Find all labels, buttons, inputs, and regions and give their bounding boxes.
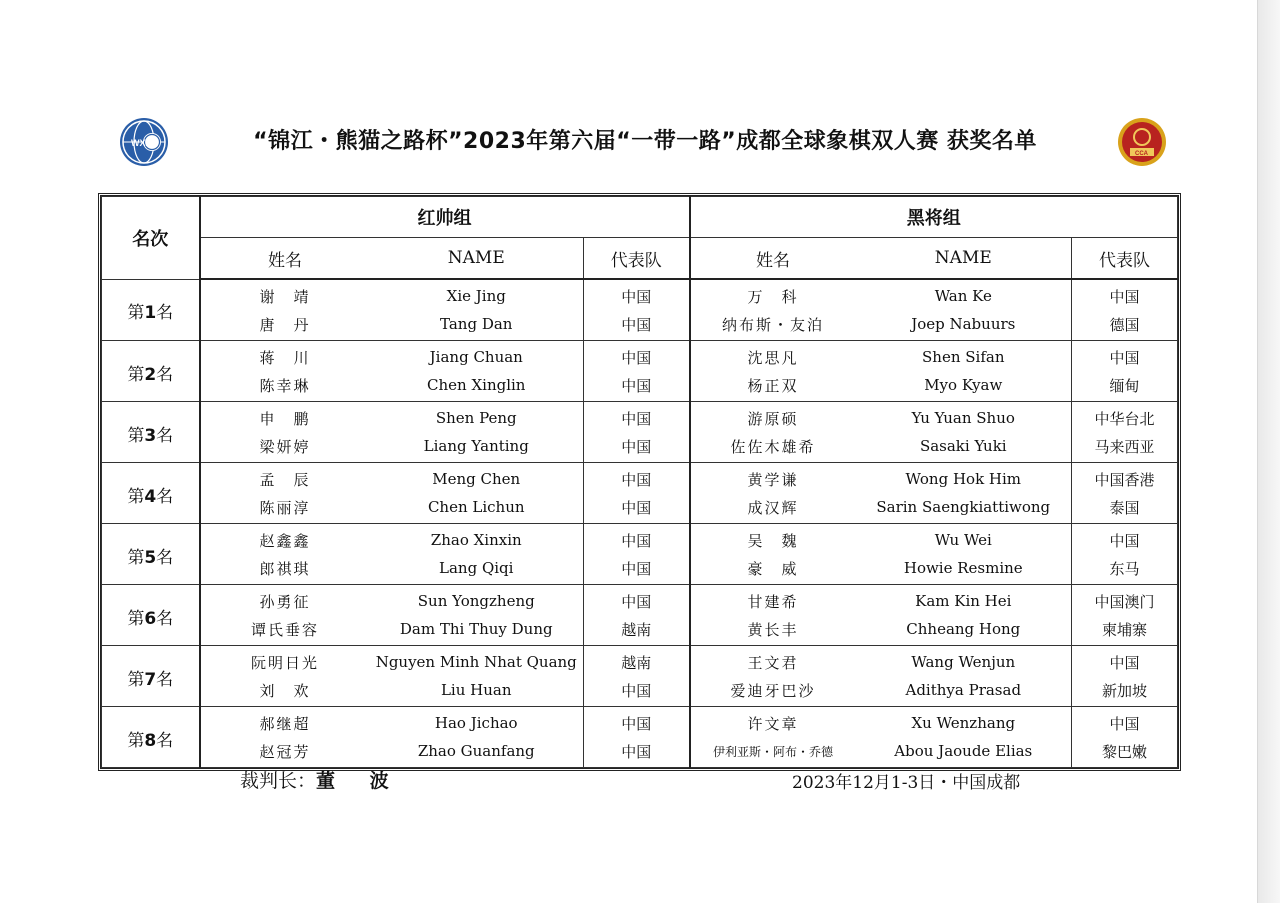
black-team-cell: 中国香港 <box>1072 463 1178 494</box>
table-row <box>102 676 1178 707</box>
black-name-cn-cell: 杨正双 <box>690 371 856 402</box>
black-col-name-en: NAME <box>856 238 1072 280</box>
rank-cell: 第1名 <box>102 279 200 341</box>
red-team-cell: 中国 <box>584 707 690 738</box>
table-row <box>102 615 1178 646</box>
black-name-en-cell: Yu Yuan Shuo <box>856 402 1072 433</box>
black-name-en-cell: Shen Sifan <box>856 341 1072 372</box>
red-team-cell: 中国 <box>584 463 690 494</box>
black-name-cn-cell: 黄长丰 <box>690 615 856 646</box>
red-name-en-cell: Tang Dan <box>370 310 584 341</box>
svg-text:WXF: WXF <box>131 138 151 148</box>
rank-cell: 第4名 <box>102 463 200 524</box>
black-name-cn-cell: 豪 威 <box>690 554 856 585</box>
rank-cell: 第8名 <box>102 707 200 768</box>
date-place: 2023年12月1-3日・中国成都 <box>792 773 1021 793</box>
black-team-cell: 德国 <box>1072 310 1178 341</box>
black-name-cn-cell: 甘建希 <box>690 585 856 616</box>
table-row <box>102 554 1178 585</box>
table-row <box>102 402 1178 433</box>
red-name-cn-cell: 蒋 川 <box>200 341 370 372</box>
red-name-en-cell: Sun Yongzheng <box>370 585 584 616</box>
red-name-en-cell: Lang Qiqi <box>370 554 584 585</box>
red-name-en-cell: Chen Xinglin <box>370 371 584 402</box>
black-team-cell: 东马 <box>1072 554 1178 585</box>
black-name-cn-cell: 成汉辉 <box>690 493 856 524</box>
red-name-cn-cell: 孙勇征 <box>200 585 370 616</box>
table-row <box>102 279 1178 310</box>
results-table <box>101 196 1178 768</box>
black-team-cell: 中国澳门 <box>1072 585 1178 616</box>
black-team-cell: 马来西亚 <box>1072 432 1178 463</box>
rank-cell: 第6名 <box>102 585 200 646</box>
red-team-cell: 中国 <box>584 341 690 372</box>
black-team-cell: 泰国 <box>1072 493 1178 524</box>
red-team-cell: 中国 <box>584 310 690 341</box>
black-name-en-cell: Kam Kin Hei <box>856 585 1072 616</box>
black-team-cell: 中国 <box>1072 707 1178 738</box>
red-name-cn-cell: 唐 丹 <box>200 310 370 341</box>
rank-cell: 第5名 <box>102 524 200 585</box>
red-team-cell: 中国 <box>584 585 690 616</box>
red-name-cn-cell: 梁妍婷 <box>200 432 370 463</box>
table-row <box>102 646 1178 677</box>
red-name-cn-cell: 郝继超 <box>200 707 370 738</box>
black-name-cn-cell: 纳布斯・友泊 <box>690 310 856 341</box>
red-team-cell: 中国 <box>584 676 690 707</box>
black-name-en-cell: Abou Jaoude Elias <box>856 737 1072 768</box>
black-team-cell: 黎巴嫩 <box>1072 737 1178 768</box>
red-team-cell: 中国 <box>584 402 690 433</box>
red-name-cn-cell: 刘 欢 <box>200 676 370 707</box>
black-team-cell: 新加坡 <box>1072 676 1178 707</box>
chief-referee-label: 裁判长： <box>240 770 317 792</box>
red-name-cn-cell: 谭氏垂容 <box>200 615 370 646</box>
red-name-cn-cell: 陈丽淳 <box>200 493 370 524</box>
red-col-name-cn: 姓名 <box>200 238 370 280</box>
chief-referee-name: 董 波 <box>316 770 403 792</box>
red-name-en-cell: Zhao Guanfang <box>370 737 584 768</box>
red-name-en-cell: Zhao Xinxin <box>370 524 584 555</box>
red-col-name-en: NAME <box>370 238 584 280</box>
red-name-cn-cell: 郎祺琪 <box>200 554 370 585</box>
red-team-cell: 中国 <box>584 554 690 585</box>
results-table-frame <box>98 193 1181 771</box>
red-team-cell: 中国 <box>584 432 690 463</box>
black-name-cn-cell: 许文章 <box>690 707 856 738</box>
black-name-en-cell: Wong Hok Him <box>856 463 1072 494</box>
red-team-cell: 中国 <box>584 371 690 402</box>
red-name-en-cell: Nguyen Minh Nhat Quang <box>370 646 584 677</box>
table-row <box>102 310 1178 341</box>
black-col-name-cn: 姓名 <box>690 238 856 280</box>
black-name-en-cell: Wan Ke <box>856 279 1072 310</box>
svg-text:CCA: CCA <box>1135 151 1148 157</box>
red-team-cell: 中国 <box>584 279 690 310</box>
black-team-cell: 中国 <box>1072 279 1178 310</box>
red-name-en-cell: Dam Thi Thuy Dung <box>370 615 584 646</box>
black-team-cell: 中华台北 <box>1072 402 1178 433</box>
black-team-cell: 中国 <box>1072 646 1178 677</box>
table-row <box>102 432 1178 463</box>
black-name-cn-cell: 游原硕 <box>690 402 856 433</box>
table-row <box>102 737 1178 768</box>
red-team-cell: 中国 <box>584 493 690 524</box>
rank-cell: 第3名 <box>102 402 200 463</box>
red-team-cell: 越南 <box>584 615 690 646</box>
black-name-en-cell: Wang Wenjun <box>856 646 1072 677</box>
table-row <box>102 341 1178 372</box>
red-team-cell: 中国 <box>584 737 690 768</box>
red-name-en-cell: Meng Chen <box>370 463 584 494</box>
black-name-cn-cell: 吴 魏 <box>690 524 856 555</box>
black-name-en-cell: Joep Nabuurs <box>856 310 1072 341</box>
table-row <box>102 585 1178 616</box>
black-col-team: 代表队 <box>1072 238 1178 280</box>
red-team-cell: 中国 <box>584 524 690 555</box>
red-name-en-cell: Shen Peng <box>370 402 584 433</box>
red-col-team: 代表队 <box>584 238 690 280</box>
black-team-cell: 中国 <box>1072 341 1178 372</box>
page-title: “锦江・熊猫之路杯”2023年第六届“一带一路”成都全球象棋双人赛 获奖名单 <box>253 129 1037 154</box>
black-name-en-cell: Wu Wei <box>856 524 1072 555</box>
table-row <box>102 463 1178 494</box>
rank-cell: 第2名 <box>102 341 200 402</box>
black-name-cn-cell: 王文君 <box>690 646 856 677</box>
black-name-cn-cell: 万 科 <box>690 279 856 310</box>
red-name-en-cell: Xie Jing <box>370 279 584 310</box>
red-name-en-cell: Liang Yanting <box>370 432 584 463</box>
black-name-en-cell: Xu Wenzhang <box>856 707 1072 738</box>
black-name-en-cell: Sarin Saengkiattiwong <box>856 493 1072 524</box>
red-name-cn-cell: 赵鑫鑫 <box>200 524 370 555</box>
black-team-cell: 中国 <box>1072 524 1178 555</box>
red-name-en-cell: Jiang Chuan <box>370 341 584 372</box>
red-team-cell: 越南 <box>584 646 690 677</box>
red-name-en-cell: Hao Jichao <box>370 707 584 738</box>
black-name-cn-cell: 爱迪牙巴沙 <box>690 676 856 707</box>
black-team-cell: 缅甸 <box>1072 371 1178 402</box>
red-name-cn-cell: 阮明日光 <box>200 646 370 677</box>
black-name-cn-cell: 沈思凡 <box>690 341 856 372</box>
red-name-cn-cell: 赵冠芳 <box>200 737 370 768</box>
rank-cell: 第7名 <box>102 646 200 707</box>
black-name-en-cell: Adithya Prasad <box>856 676 1072 707</box>
red-name-cn-cell: 谢 靖 <box>200 279 370 310</box>
black-name-cn-cell: 伊利亚斯・阿布・乔德 <box>690 737 856 768</box>
black-name-cn-cell: 佐佐木雄希 <box>690 432 856 463</box>
chief-referee <box>240 766 403 793</box>
red-name-cn-cell: 孟 辰 <box>200 463 370 494</box>
black-name-cn-cell: 黄学谦 <box>690 463 856 494</box>
table-row <box>102 524 1178 555</box>
red-name-cn-cell: 陈幸琳 <box>200 371 370 402</box>
cca-logo-icon <box>1116 116 1168 168</box>
table-row <box>102 371 1178 402</box>
black-group-header: 黑将组 <box>690 197 1178 238</box>
table-row <box>102 493 1178 524</box>
red-name-cn-cell: 申 鹏 <box>200 402 370 433</box>
black-name-en-cell: Chheang Hong <box>856 615 1072 646</box>
header <box>0 112 1280 172</box>
black-team-cell: 柬埔寨 <box>1072 615 1178 646</box>
rank-header: 名次 <box>102 197 200 280</box>
black-name-en-cell: Howie Resmine <box>856 554 1072 585</box>
wxf-logo-icon <box>118 116 170 168</box>
black-name-en-cell: Sasaki Yuki <box>856 432 1072 463</box>
red-name-en-cell: Chen Lichun <box>370 493 584 524</box>
red-group-header: 红帅组 <box>200 197 690 238</box>
table-row <box>102 707 1178 738</box>
black-name-en-cell: Myo Kyaw <box>856 371 1072 402</box>
red-name-en-cell: Liu Huan <box>370 676 584 707</box>
